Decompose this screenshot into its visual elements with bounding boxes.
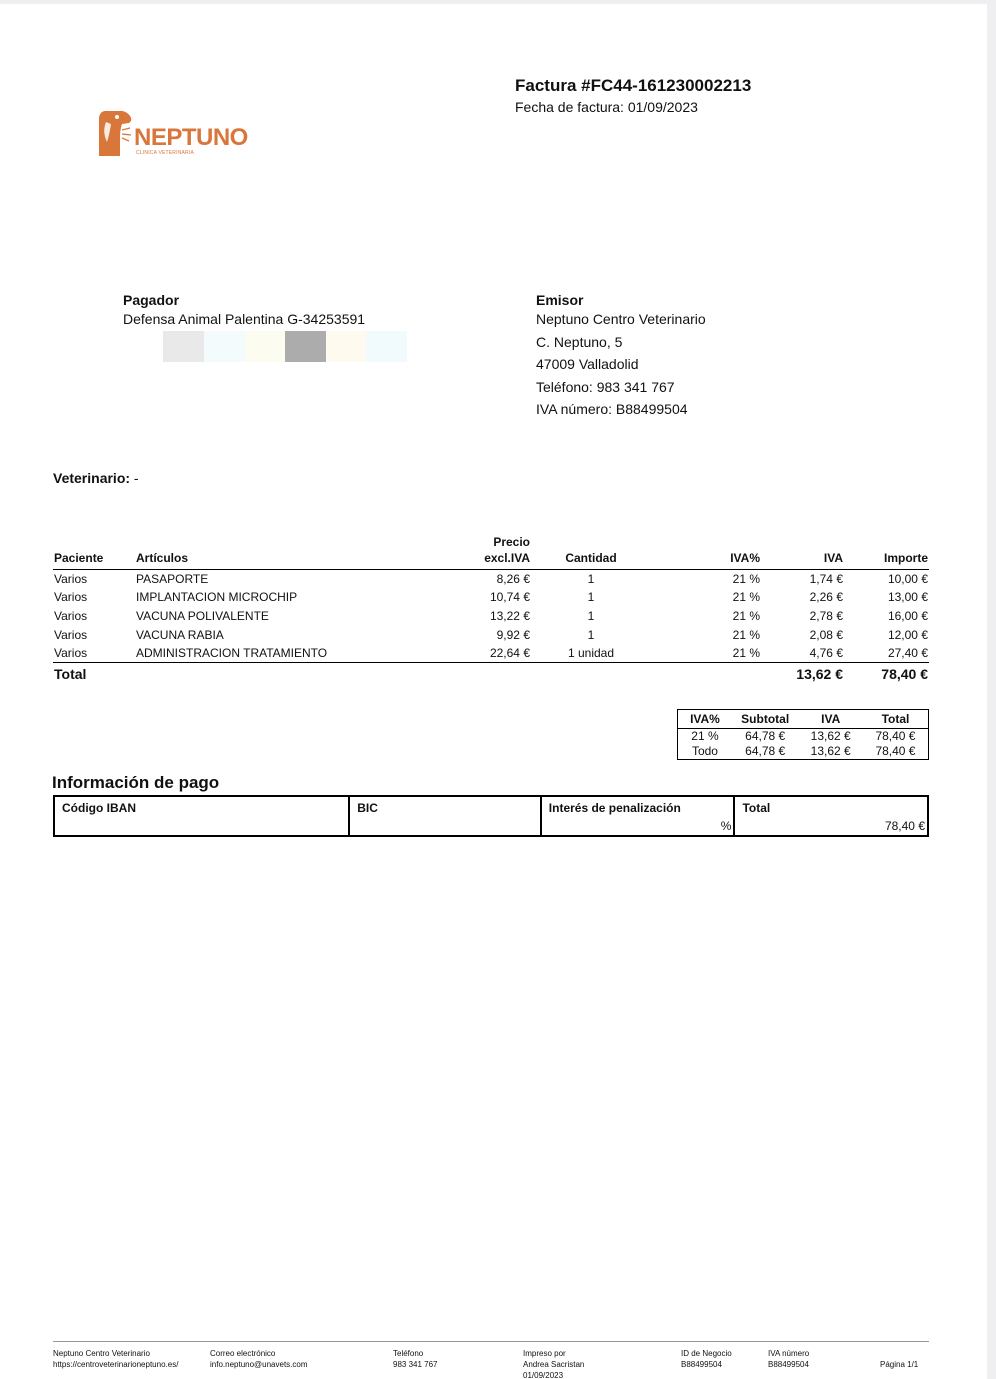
col-header-qty: Cantidad	[531, 534, 651, 570]
issuer-line: 47009 Valladolid	[536, 356, 639, 372]
cell-vat-pct: 21 %	[732, 608, 760, 623]
invoice-date: Fecha de factura: 01/09/2023	[515, 99, 698, 115]
issuer-line: Neptuno Centro Veterinario	[536, 311, 706, 327]
veterinarian-label: Veterinario:	[53, 470, 131, 486]
vat-summary-header	[678, 710, 929, 729]
payment-table	[53, 795, 929, 837]
pay-total-value: 78,40 €	[884, 819, 925, 833]
footer-phone	[393, 1348, 438, 1370]
penalty-label: Interés de penalización	[548, 801, 681, 815]
cell-article: PASAPORTE	[136, 572, 209, 587]
table-row	[53, 625, 929, 644]
cell-amount: 13,00 €	[887, 590, 928, 605]
invoice-title: Factura #FC44-161230002213	[515, 76, 752, 95]
vat-cell: 13,62 €	[810, 729, 851, 743]
page-number: Página 1/1	[880, 1360, 919, 1369]
col-header-amount: Importe	[844, 534, 929, 570]
cell-vat: 1,74 €	[809, 572, 843, 587]
cell-article: VACUNA RABIA	[136, 627, 224, 642]
redacted-block	[204, 331, 245, 362]
cell-vat-pct: 21 %	[651, 644, 761, 663]
cell-amount: 27,40 €	[844, 644, 929, 663]
col-header-vat: IVA	[761, 534, 844, 570]
pay-total-cell	[734, 796, 928, 836]
col-header-vat-pct: IVA%	[651, 534, 761, 570]
penalty-cell	[541, 796, 735, 836]
footer-text: Andrea Sacristan	[523, 1360, 585, 1369]
redacted-block	[326, 331, 367, 362]
veterinarian	[53, 470, 139, 486]
footer-text: IVA número	[768, 1349, 810, 1358]
vat-summary-table	[677, 709, 929, 760]
table-row	[53, 570, 929, 589]
payer-block	[123, 292, 365, 331]
brand-name: NEPTUNO	[134, 124, 248, 151]
cell-vat-pct: 21 %	[732, 572, 760, 587]
vat-header: IVA	[798, 710, 863, 729]
cell-qty: 1 unidad	[531, 644, 651, 663]
cell-vat: 2,78 €	[809, 608, 843, 623]
total-row	[53, 662, 929, 684]
cell-qty: 1	[587, 590, 595, 605]
invoice-page	[0, 4, 987, 1379]
footer-company	[53, 1348, 178, 1370]
total-label: Total	[54, 665, 87, 682]
footer-text: Teléfono	[393, 1349, 424, 1358]
payer-heading: Pagador	[123, 292, 180, 308]
cell-amount: 16,00 €	[887, 608, 928, 623]
cell-price: 8,26 €	[496, 572, 530, 587]
cell-patient: Varios	[54, 608, 88, 623]
cell-amount: 12,00 €	[887, 627, 928, 642]
vat-cell: 78,40 €	[875, 744, 916, 758]
issuer-block	[536, 292, 706, 421]
table-row	[53, 588, 929, 607]
cell-patient: Varios	[54, 590, 88, 605]
footer-text: B88499504	[768, 1360, 809, 1369]
footer-email	[210, 1348, 308, 1370]
cell-amount: 10,00 €	[887, 572, 928, 587]
payer-name: Defensa Animal Palentina G-34253591	[123, 311, 366, 327]
cell-patient: Varios	[54, 627, 88, 642]
cell-patient: Varios	[53, 644, 135, 663]
cell-price: 9,92 €	[496, 627, 530, 642]
footer-printed	[523, 1348, 584, 1379]
bic-label: BIC	[357, 801, 378, 815]
vat-header: Total	[863, 710, 929, 729]
redacted-block	[163, 331, 204, 362]
cell-article: VACUNA POLIVALENTE	[136, 608, 269, 623]
table-row	[53, 607, 929, 626]
footer-text: B88499504	[681, 1360, 722, 1369]
table-row	[678, 729, 929, 745]
cell-article: ADMINISTRACION TRATAMIENTO	[135, 644, 435, 663]
payment-title: Información de pago	[52, 773, 220, 792]
vat-cell: 13,62 €	[810, 744, 851, 758]
issuer-line: C. Neptuno, 5	[536, 333, 623, 350]
col-header-article: Artículos	[135, 534, 435, 570]
footer-text: Neptuno Centro Veterinario	[53, 1349, 150, 1358]
footer-text: 983 341 767	[393, 1360, 438, 1369]
footer-text: Correo electrónico	[210, 1349, 276, 1358]
total-amount: 78,40 €	[881, 665, 928, 682]
issuer-heading: Emisor	[536, 292, 584, 308]
cell-vat-pct: 21 %	[732, 627, 760, 642]
pay-total-label: Total	[742, 801, 771, 815]
vat-cell: 78,40 €	[875, 729, 916, 743]
redacted-block	[366, 331, 407, 362]
total-vat: 13,62 €	[796, 665, 843, 682]
cell-article: IMPLANTACION MICROCHIP	[136, 590, 298, 605]
neptuno-logo	[96, 106, 266, 162]
footer-link[interactable]: https://centroveterinarioneptuno.es/	[53, 1360, 179, 1369]
vat-cell: 64,78 €	[745, 729, 786, 743]
iban-label: Código IBAN	[62, 801, 136, 815]
footer-text: Impreso por	[523, 1349, 566, 1358]
table-header-row	[53, 534, 929, 570]
cell-vat: 2,26 €	[809, 590, 843, 605]
vat-header: IVA%	[678, 710, 732, 729]
cell-patient: Varios	[54, 572, 88, 587]
bic-cell	[349, 796, 541, 836]
brand-tagline: CLINICA VETERINARIA	[136, 150, 194, 156]
table-row	[678, 744, 929, 760]
redacted-block	[285, 331, 326, 362]
footer-business-id	[681, 1348, 732, 1370]
cell-qty: 1	[587, 627, 595, 642]
col-header-patient: Paciente	[53, 534, 135, 570]
vat-header: Subtotal	[732, 710, 799, 729]
footer-vat-number	[768, 1348, 809, 1370]
vat-cell: 64,78 €	[745, 744, 786, 758]
vat-cell: Todo	[691, 744, 718, 758]
cell-vat: 2,08 €	[809, 627, 843, 642]
iban-cell	[54, 796, 349, 836]
cell-price: 22,64 €	[435, 644, 531, 663]
vat-cell: 21 %	[691, 729, 719, 743]
dog-head-icon	[96, 108, 134, 160]
issuer-line: IVA número: B88499504	[536, 401, 688, 417]
items-table	[53, 534, 929, 684]
footer-email-link[interactable]: info.neptuno@unavets.com	[210, 1360, 308, 1369]
cell-price: 10,74 €	[489, 590, 530, 605]
footer-text: 01/09/2023	[523, 1371, 564, 1379]
cell-vat: 4,76 €	[761, 644, 844, 663]
cell-vat-pct: 21 %	[732, 590, 760, 605]
cell-price: 13,22 €	[489, 608, 530, 623]
footer-divider	[53, 1341, 929, 1342]
redacted-block	[245, 331, 286, 362]
veterinarian-value: -	[133, 470, 139, 486]
footer-text: ID de Negocio	[681, 1349, 732, 1358]
cell-qty: 1	[587, 572, 595, 587]
issuer-line: Teléfono: 983 341 767	[536, 378, 675, 395]
cell-qty: 1	[587, 608, 595, 623]
penalty-value: %	[720, 819, 732, 833]
col-header-price: Precio excl.IVA	[435, 534, 531, 570]
table-row	[53, 644, 929, 663]
